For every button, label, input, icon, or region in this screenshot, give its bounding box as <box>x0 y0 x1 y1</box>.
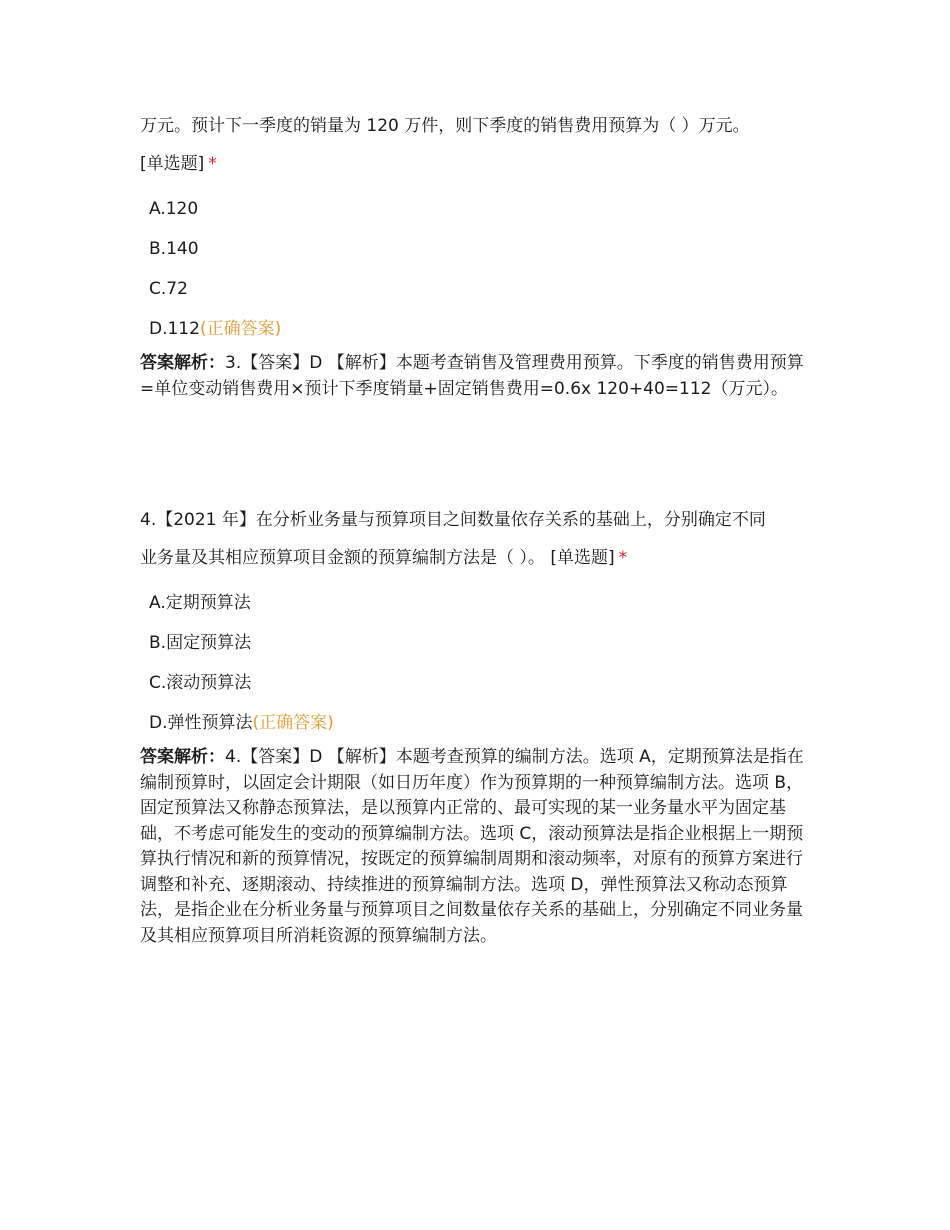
option-label: C.72 <box>149 279 188 299</box>
option-label: A.120 <box>149 199 199 219</box>
question-stem-line: 4.【2021 年】在分析业务量与预算项目之间数量依存关系的基础上，分别确定不同 <box>140 510 766 530</box>
correct-answer-tag: (正确答案) <box>252 713 334 733</box>
option-label: D.112 <box>149 319 200 339</box>
answer-analysis <box>140 351 812 402</box>
question-type-line <box>140 145 812 183</box>
question-4 <box>140 501 812 949</box>
required-mark: * <box>618 548 628 568</box>
analysis-label: 答案解析： <box>140 747 225 767</box>
options-list <box>140 583 812 743</box>
question-stem-text: 业务量及其相应预算项目金额的预算编制方法是（ ）。 <box>140 548 545 568</box>
option-b[interactable] <box>149 229 812 269</box>
question-stem-line: 万元。预计下一季度的销量为 120 万件，则下季度的销售费用预算为（ ）万元。 <box>140 116 750 136</box>
question-3 <box>140 107 812 402</box>
option-label: D.弹性预算法 <box>149 713 253 733</box>
option-a[interactable] <box>149 583 812 623</box>
option-c[interactable] <box>149 663 812 703</box>
correct-answer-tag: (正确答案) <box>199 319 282 339</box>
question-type-tag: [单选题] <box>550 548 615 568</box>
option-label: B.固定预算法 <box>149 633 252 653</box>
answer-analysis <box>140 745 812 949</box>
option-a[interactable] <box>149 189 812 229</box>
option-label: A.定期预算法 <box>149 593 251 613</box>
options-list <box>140 189 812 349</box>
analysis-text: 3.【答案】D 【解析】本题考查销售及管理费用预算。下季度的销售费用预算=单位变动销售费用×预计下季度销量+固定销售费用=0.6x 120+40=112（万元）。 <box>140 353 804 399</box>
question-type-tag: [单选题] <box>140 154 205 174</box>
option-c[interactable] <box>149 269 812 309</box>
option-label: C.滚动预算法 <box>149 673 252 693</box>
option-label: B.140 <box>149 239 199 259</box>
analysis-text: 4.【答案】D 【解析】本题考查预算的编制方法。选项 A，定期预算法是指在编制预算时，以固定会计期限（如日历年度）作为预算期的一种预算编制方法。选项 B，固定预算法又称静态预算法，是以预算内正常的、最可实现的某一业务量水平为固定基础，不考虑可能发生的变动的预算编制方法。选项 C，滚动预算法是指企业根据上一期预算执行情况和新的预算情况，按既定的预算编制周期和滚动频率，对原有的预算方案进行调整和补充、逐期滚动、持续推进的预算编制方法。选项 D，弹性预算法又称动态预算法，是指企业在分析业务量与预算项目之间数量依存关系的基础上，分别确定不同业务量及其相应预算项目所消耗资源的预算编制方法。 <box>140 747 804 946</box>
required-mark: * <box>208 154 217 174</box>
analysis-label: 答案解析： <box>140 353 225 373</box>
option-d[interactable] <box>149 703 812 743</box>
option-d[interactable] <box>149 309 812 349</box>
option-b[interactable] <box>149 623 812 663</box>
question-stem-line <box>140 539 812 577</box>
